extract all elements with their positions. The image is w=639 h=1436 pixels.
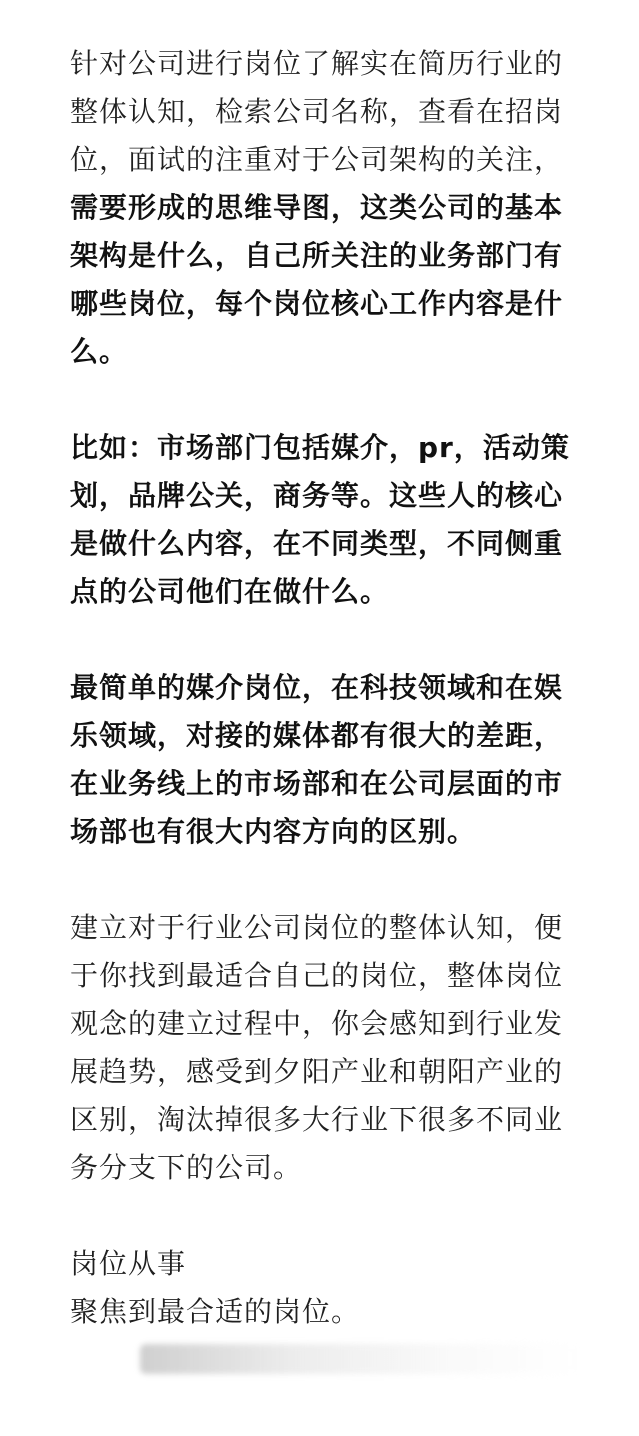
paragraph-position-focus-end: 聚焦到最合适的岗位。 [70, 1295, 361, 1328]
paragraph-company-research [70, 40, 570, 376]
paragraph-company-research-bold-text: 需要形成的思维导图，这类公司的基本架构是什么，自己所关注的业务部门有哪些岗位，每个岗位核心工作内容是什么。 [70, 191, 564, 368]
paragraph-position-focus [70, 1240, 570, 1336]
paragraph-position-focus-start: 岗位从事 [70, 1247, 187, 1280]
paragraph-gap [70, 616, 570, 664]
paragraph-company-research-text: 针对公司进行岗位了解实在简历行业的整体认知，检索公司名称，查看在招岗位，面试的注重对于公司架构的关注， [70, 47, 564, 176]
paragraph-gap [70, 856, 570, 904]
obscured-text-blur [140, 1344, 580, 1374]
paragraph-gap [70, 376, 570, 424]
paragraph-gap [70, 1192, 570, 1240]
paragraph-media-role: 最简单的媒介岗位，在科技领域和在娱乐领域，对接的媒体都有很大的差距，在业务线上的市场部和在公司层面的市场部也有很大内容方向的区别。 [70, 671, 564, 848]
article-body [70, 40, 570, 1336]
paragraph-example-departments: 比如：市场部门包括媒介，pr，活动策划，品牌公关，商务等。这些人的核心是做什么内容，在不同类型，不同侧重点的公司他们在做什么。 [70, 431, 570, 608]
paragraph-industry-cognition: 建立对于行业公司岗位的整体认知，便于你找到最适合自己的岗位，整体岗位观念的建立过程中，你会感知到行业发展趋势，感受到夕阳产业和朝阳产业的区别，淘汰掉很多大行业下很多不同业务分支下的公司。 [70, 911, 564, 1184]
